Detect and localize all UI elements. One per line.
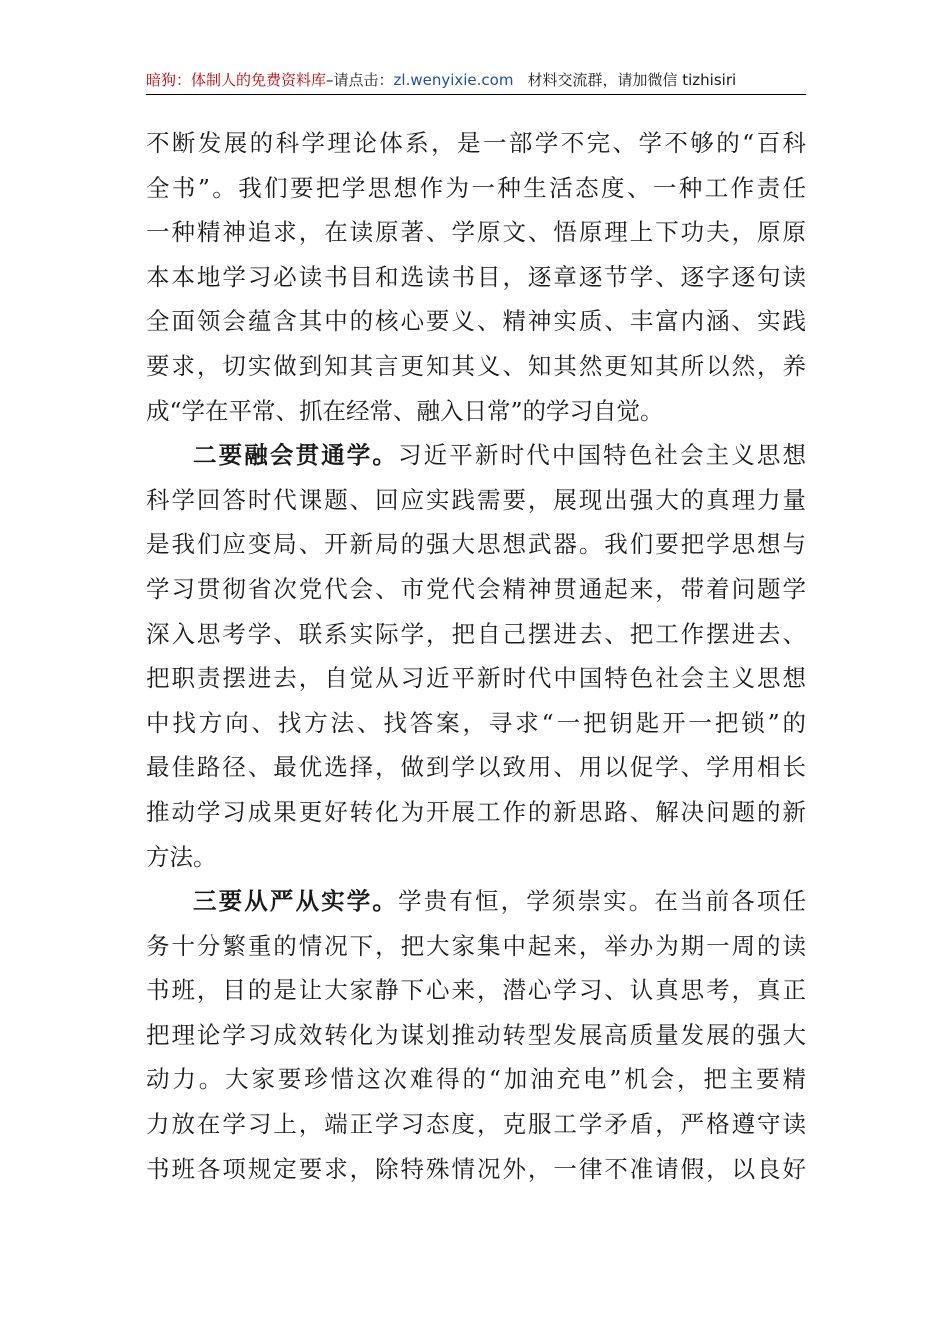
paragraph-2-line: 学习贯彻省次党代会、市党代会精神贯通起来，带着问题学 bbox=[146, 574, 806, 603]
header-prompt: –请点击： bbox=[326, 71, 394, 89]
paragraph-2-line: 方法。 bbox=[146, 842, 217, 871]
paragraph-2-line: 推动学习成果更好转化为开展工作的新思路、解决问题的新 bbox=[146, 797, 806, 826]
paragraph-3-line: 书班各项规定要求，除特殊情况外，一律不准请假，以良好 bbox=[146, 1154, 806, 1183]
paragraph-1-line: 全面领会蕴含其中的核心要义、精神实质、丰富内涵、实践 bbox=[146, 307, 806, 336]
paragraph-2-heading: 二要融会贯通学。 bbox=[193, 441, 399, 470]
paragraph-3-line: 务十分繁重的情况下，把大家集中起来，举办为期一周的读 bbox=[146, 931, 806, 960]
paragraph-2-line: 把职责摆进去，自觉从习近平新时代中国特色社会主义思想 bbox=[146, 664, 806, 693]
paragraph-3-line: 书班，目的是让大家静下心来，潜心学习、认真思考，真正 bbox=[146, 976, 806, 1005]
paragraph-1-line: 要求，切实做到知其言更知其义、知其然更知其所以然，养 bbox=[146, 351, 806, 380]
header-link[interactable]: zl.wenyixie.com bbox=[393, 71, 514, 89]
paragraph-2-first-line bbox=[146, 433, 806, 478]
paragraph-3-line: 力放在学习上，端正学习态度，克服工学矛盾，严格遵守读 bbox=[146, 1110, 806, 1139]
paragraph-1-line: 一种精神追求，在读原著、学原文、悟原理上下功夫，原原 bbox=[146, 218, 806, 247]
paragraph-1-line: 本本地学习必读书目和选读书目，逐章逐节学、逐字逐句读 bbox=[146, 262, 806, 291]
header-brand: 暗狗：体制人的免费资料库 bbox=[146, 71, 327, 89]
paragraph-3-line: 动力。大家要珍惜这次难得的“加油充电”机会，把主要精 bbox=[146, 1065, 806, 1094]
paragraph-2-line: 是我们应变局、开新局的强大思想武器。我们要把学思想与 bbox=[146, 530, 806, 559]
document-body bbox=[146, 121, 806, 1191]
paragraph-3-line: 把理论学习成效转化为谋划推动转型发展高质量发展的强大 bbox=[146, 1020, 806, 1049]
paragraph-2-line: 最佳路径、最优选择，做到学以致用、用以促学、学用相长 bbox=[146, 753, 806, 782]
paragraph-3-first-text: 学贵有恒，学须崇实。在当前各项任 bbox=[398, 887, 807, 916]
paragraph-2-line: 中找方向、找方法、找答案，寻求“一把钥匙开一把锁”的 bbox=[146, 708, 806, 737]
paragraph-1-line: 全书”。我们要把学思想作为一种生活态度、一种工作责任 bbox=[146, 173, 806, 202]
header-contact: 材料交流群，请加微信 tizhisiri bbox=[527, 71, 737, 89]
paragraph-2-line: 科学回答时代课题、回应实践需要，展现出强大的真理力量 bbox=[146, 485, 806, 514]
page-header bbox=[146, 66, 806, 95]
paragraph-1-line: 不断发展的科学理论体系，是一部学不完、学不够的“百科 bbox=[146, 129, 806, 157]
paragraph-2-first-text: 习近平新时代中国特色社会主义思想 bbox=[398, 441, 807, 470]
paragraph-3-first-line bbox=[146, 879, 806, 924]
paragraph-1-line: 成“学在平常、抓在经常、融入日常”的学习自觉。 bbox=[146, 396, 664, 425]
paragraph-2-line: 深入思考学、联系实际学，把自己摆进去、把工作摆进去、 bbox=[146, 619, 806, 648]
paragraph-3-heading: 三要从严从实学。 bbox=[193, 887, 399, 916]
